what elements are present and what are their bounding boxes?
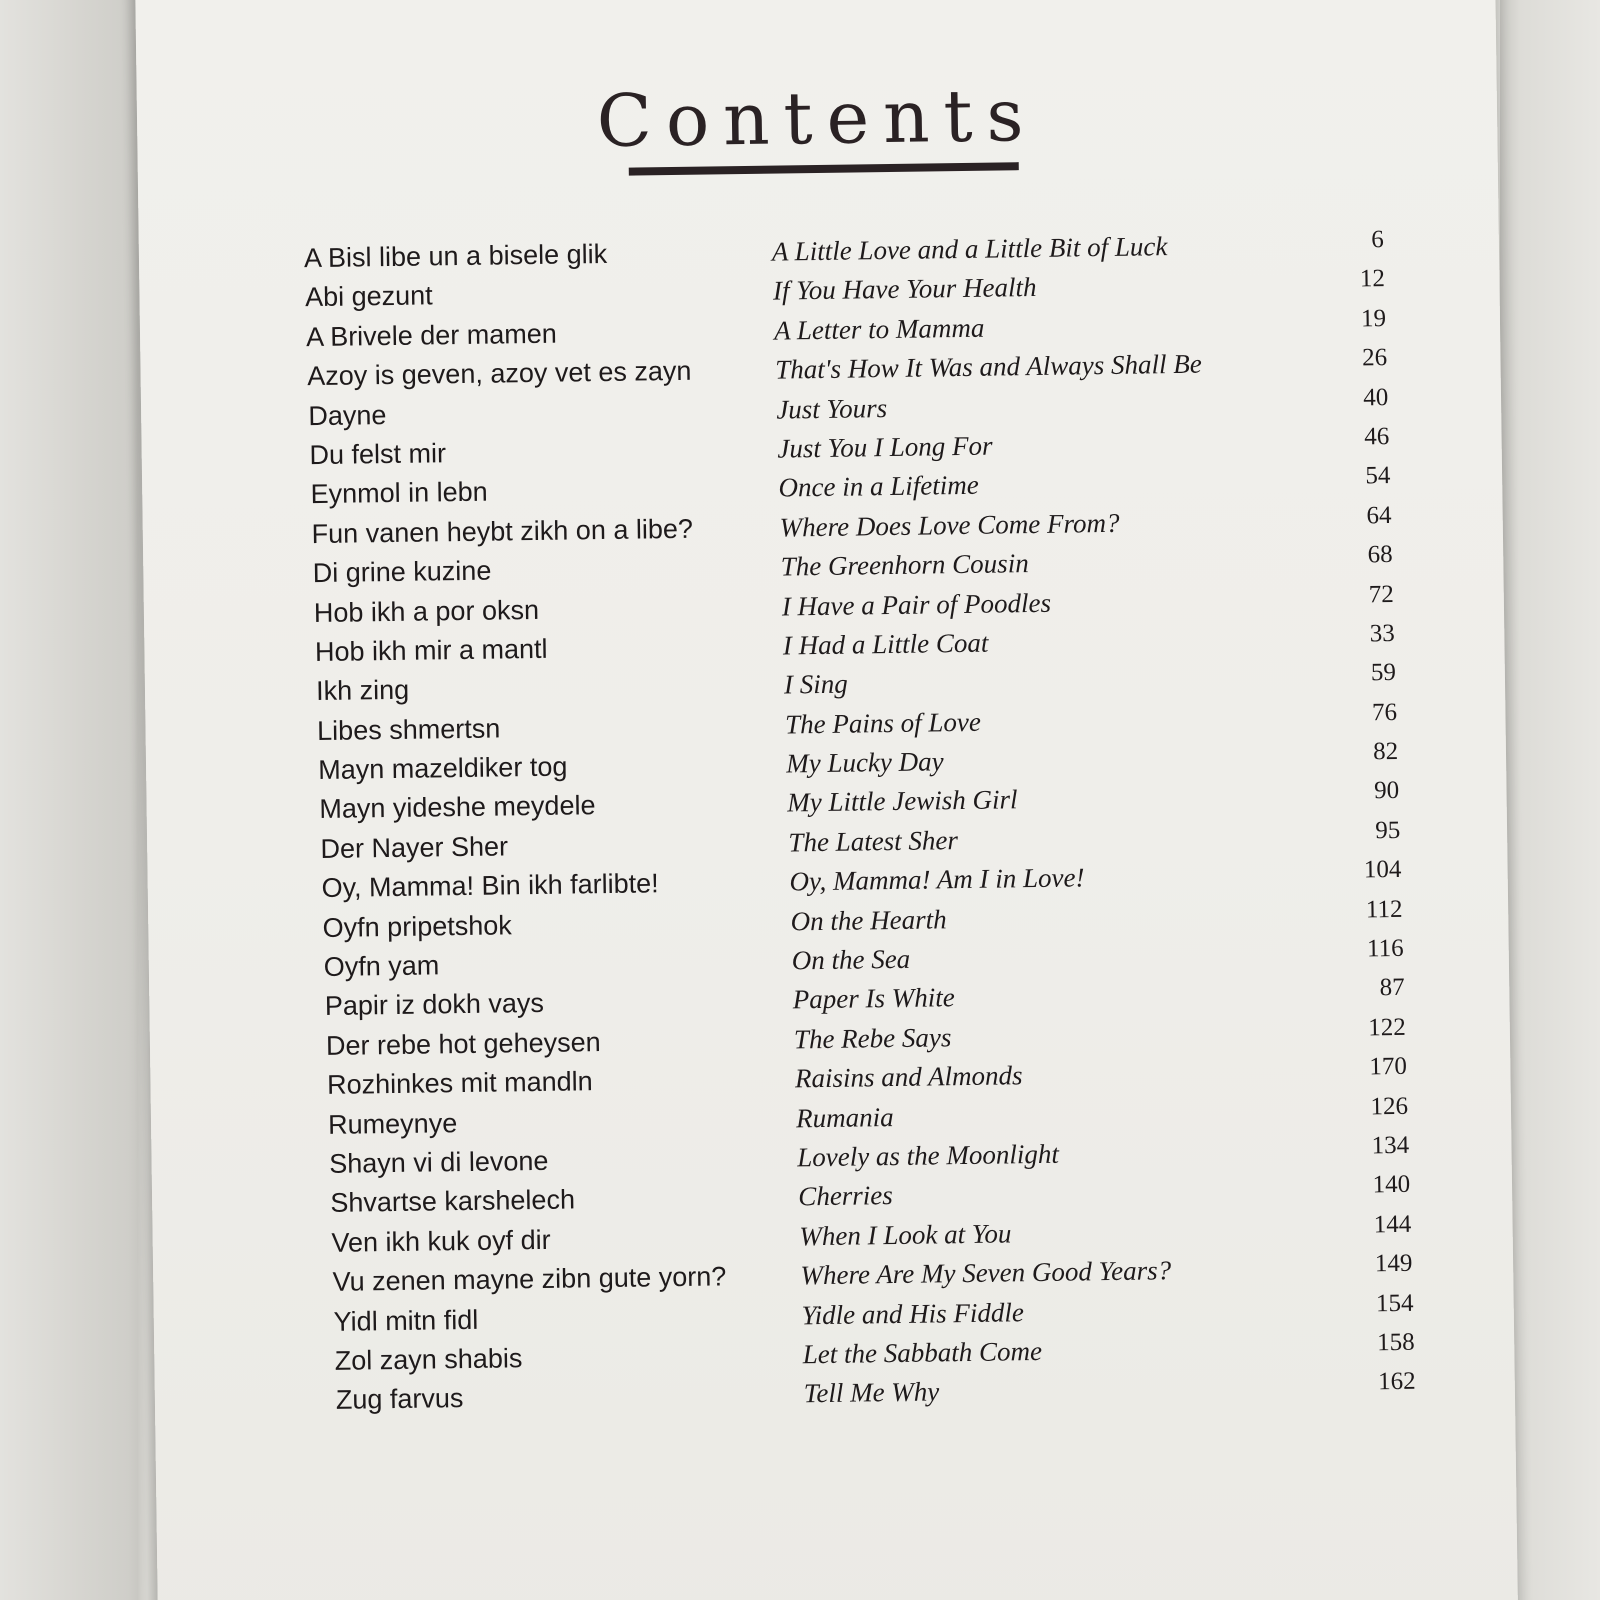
page-number: 140 <box>1372 1171 1411 1199</box>
english-title: Just You I Long For <box>777 430 993 464</box>
yiddish-title: Hob ikh mir a mantl <box>314 633 548 667</box>
title-underline <box>629 162 1019 175</box>
yiddish-title: Vu zenen mayne zibn gute yorn? <box>332 1261 727 1298</box>
english-title: A Letter to Mamma <box>773 312 985 346</box>
page-number: 12 <box>1359 265 1386 293</box>
page-number: 33 <box>1369 619 1396 648</box>
english-title: My Little Jewish Girl <box>787 784 1018 818</box>
yiddish-title: Ven ikh kuk oyf dir <box>331 1224 551 1258</box>
english-title: Let the Sabbath Come <box>802 1335 1043 1370</box>
page-number: 134 <box>1371 1131 1410 1160</box>
yiddish-title: Eynmol in lebn <box>310 476 488 510</box>
english-title: Where Does Love Come From? <box>779 507 1120 543</box>
english-title: The Pains of Love <box>784 706 982 740</box>
page-number: 154 <box>1375 1289 1414 1317</box>
yiddish-title: Oyfn yam <box>323 950 440 982</box>
english-title: Yidle and His Fiddle <box>801 1296 1025 1330</box>
page-number: 87 <box>1379 974 1405 1002</box>
english-title: That's How It Was and Always Shall Be <box>775 348 1202 385</box>
yiddish-title: Yidl mitn fidl <box>333 1304 479 1337</box>
yiddish-title: Papir iz dokh vays <box>324 988 545 1022</box>
yiddish-title: Hob ikh a por oksn <box>313 594 540 628</box>
page-number: 19 <box>1360 304 1387 333</box>
page-number: 95 <box>1375 816 1401 845</box>
english-title: When I Look at You <box>799 1218 1012 1252</box>
yiddish-title: Fun vanen heybt zikh on a libe? <box>311 513 694 549</box>
english-title: Lovely as the Moonlight <box>797 1138 1060 1173</box>
yiddish-title: Ikh zing <box>315 675 410 707</box>
yiddish-title: Der Nayer Sher <box>320 831 509 864</box>
yiddish-title: Di grine kuzine <box>312 555 492 589</box>
english-title: Where Are My Seven Good Years? <box>800 1255 1172 1291</box>
english-title: My Lucky Day <box>786 746 944 779</box>
english-title: On the Hearth <box>790 903 947 937</box>
english-title: I Sing <box>783 668 848 700</box>
english-title: The Latest Sher <box>788 824 959 858</box>
english-title: A Little Love and a Little Bit of Luck <box>771 231 1168 267</box>
english-title: On the Sea <box>791 943 911 976</box>
page-number: 170 <box>1369 1053 1408 1081</box>
english-title: The Rebe Says <box>793 1022 952 1055</box>
yiddish-title: Rumeynye <box>327 1107 458 1140</box>
yiddish-title: A Brivele der mamen <box>305 318 557 352</box>
yiddish-title: Abi gezunt <box>304 280 433 313</box>
yiddish-title: Dayne <box>308 399 387 431</box>
page-title: Contents <box>596 72 1038 164</box>
yiddish-title: Mayn mazeldiker tog <box>318 751 568 786</box>
page-number: 158 <box>1376 1328 1415 1357</box>
english-title: Tell Me Why <box>803 1376 940 1409</box>
english-title: Rumania <box>795 1101 894 1133</box>
page-number: 6 <box>1371 226 1385 254</box>
english-title: Cherries <box>798 1180 894 1212</box>
english-title: The Greenhorn Cousin <box>780 548 1029 582</box>
yiddish-title: Libes shmertsn <box>316 713 501 746</box>
english-title: I Had a Little Coat <box>782 627 989 661</box>
english-title: If You Have Your Health <box>772 272 1037 307</box>
english-title: I Have a Pair of Poodles <box>781 587 1052 622</box>
page-number: 126 <box>1370 1092 1409 1120</box>
page-number: 72 <box>1368 580 1394 608</box>
book-page <box>135 0 1518 1600</box>
page-number: 54 <box>1365 462 1391 490</box>
yiddish-title: Oyfn pripetshok <box>322 909 512 943</box>
page-number: 46 <box>1364 422 1390 451</box>
english-title: Raisins and Almonds <box>794 1060 1023 1094</box>
page-number: 26 <box>1361 344 1388 372</box>
page-number: 162 <box>1378 1368 1416 1396</box>
page-number: 68 <box>1367 541 1393 569</box>
yiddish-title: Oy, Mamma! Bin ikh farlibte! <box>321 868 659 904</box>
page-number: 144 <box>1373 1210 1412 1239</box>
page-number: 59 <box>1370 659 1397 687</box>
page-number: 149 <box>1374 1249 1413 1278</box>
yiddish-title: Shayn vi di levone <box>329 1145 549 1179</box>
page-number: 122 <box>1368 1013 1407 1042</box>
english-title: Once in a Lifetime <box>778 470 979 503</box>
page-edge-right <box>1500 0 1600 1600</box>
yiddish-title: Shvartse karshelech <box>330 1184 576 1219</box>
english-title: Just Yours <box>776 392 888 425</box>
yiddish-title: Mayn yideshe meydele <box>319 790 596 825</box>
page-number: 90 <box>1374 777 1400 805</box>
contents-list <box>304 228 1440 1425</box>
page-number: 116 <box>1366 934 1404 963</box>
page-number: 82 <box>1372 738 1399 766</box>
yiddish-title: Du felst mir <box>309 438 447 471</box>
english-title: Paper Is White <box>792 982 955 1015</box>
yiddish-title: A Bisl libe un a bisele glik <box>303 238 608 274</box>
yiddish-title: Der rebe hot geheysen <box>325 1026 601 1061</box>
yiddish-title: Zug farvus <box>335 1383 464 1416</box>
yiddish-title: Azoy is geven, azoy vet es zayn <box>307 355 692 392</box>
page-number: 76 <box>1371 698 1398 726</box>
page-number: 112 <box>1365 895 1403 924</box>
page-number: 64 <box>1366 501 1392 530</box>
page-number: 40 <box>1363 383 1389 411</box>
english-title: Oy, Mamma! Am I in Love! <box>789 862 1085 897</box>
yiddish-title: Zol zayn shabis <box>334 1343 523 1376</box>
page-number: 104 <box>1363 856 1402 884</box>
yiddish-title: Rozhinkes mit mandln <box>326 1066 593 1101</box>
